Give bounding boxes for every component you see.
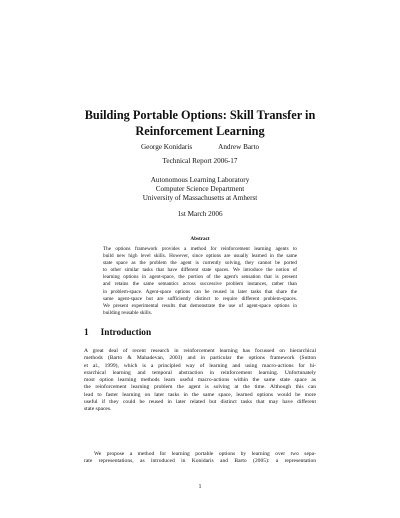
paragraph-line: lead to faster learning on later tasks in the same space, learned options would be more — [84, 391, 316, 398]
paragraph — [84, 348, 316, 414]
abstract-line: build new high level skills. However, since options are usually learned in the same — [103, 253, 297, 260]
section-heading — [84, 327, 151, 339]
affiliation-line: Computer Science Department — [155, 185, 245, 193]
paragraph-line: useful if they could be reused in later related but distinct tasks that may have different — [84, 399, 316, 406]
section-number: 1 — [84, 328, 89, 338]
title-line: Building Portable Options: Skill Transfer in — [84, 108, 316, 122]
paragraph-line: most option learning methods learn useful macro-actions within the same state space as — [84, 377, 316, 384]
abstract-line: The options framework provides a method for reinforcement learning agents to — [103, 246, 297, 252]
paragraph-line: the reinforcement learning problem the agent is solving at the time. Although this can — [84, 384, 316, 391]
author-name: Andrew Barto — [218, 143, 260, 151]
report-number: Technical Report 2006-17 — [162, 157, 238, 165]
affiliation-line: University of Massachusetts at Amherst — [142, 194, 258, 202]
affiliation-line: Autonomous Learning Laboratory — [150, 176, 250, 184]
abstract-line: We present experimental results that demonstrate the use of agent-space options in — [103, 302, 297, 309]
paragraph-line: We propose a method for learning portable options by learning over two sepa- — [94, 451, 316, 457]
abstract-heading: Abstract — [190, 236, 210, 242]
paragraph-line: et al., 1999), which is a principled way of learning and using macro-actions for hi- — [84, 362, 316, 369]
abstract-line: learning options in agent-space, the portion of the agent's sensation that is present — [103, 274, 297, 281]
paragraph-line: A great deal of recent research in reinforcement learning has focussed on hierarchical — [84, 348, 316, 354]
title-line: Reinforcement Learning — [135, 124, 265, 138]
section-title: Introduction — [100, 328, 152, 338]
paragraph — [84, 451, 316, 466]
author-name: George Konidaris — [140, 143, 193, 151]
abstract-line: building reusable skills. — [103, 309, 152, 316]
abstract-line: state space as the problem the agent is currently solving, they cannot be ported — [103, 260, 297, 267]
paper-title — [60, 107, 340, 139]
abstract-body — [103, 246, 297, 317]
paragraph-line: methods (Barto & Mahadevan, 2003) and in particular the options framework (Sutton — [84, 355, 316, 362]
author-list — [0, 143, 400, 152]
paragraph-line: erarchical learning and temporal abstraction in reinforcement learning. Unfortunately — [84, 369, 316, 376]
paragraph-line: state spaces. — [84, 406, 112, 413]
abstract-line: and retains the same semantics across successive problem instances, rather than — [103, 281, 297, 288]
abstract-line: in problem-space. Agent-space options can be reused in later tasks that share the — [103, 288, 297, 295]
publication-date: 1st March 2006 — [177, 210, 223, 218]
affiliation — [0, 176, 400, 203]
abstract-line: same agent-space but are sufficiently distinct to require different problem-spaces. — [103, 295, 297, 302]
page-number: 1 — [198, 484, 202, 490]
abstract-line: to other similar tasks that have different state spaces. We introduce the notion of — [103, 267, 297, 274]
paragraph-line: rate representations, as introduced in Konidaris and Barto (2005): a representation — [84, 458, 316, 465]
